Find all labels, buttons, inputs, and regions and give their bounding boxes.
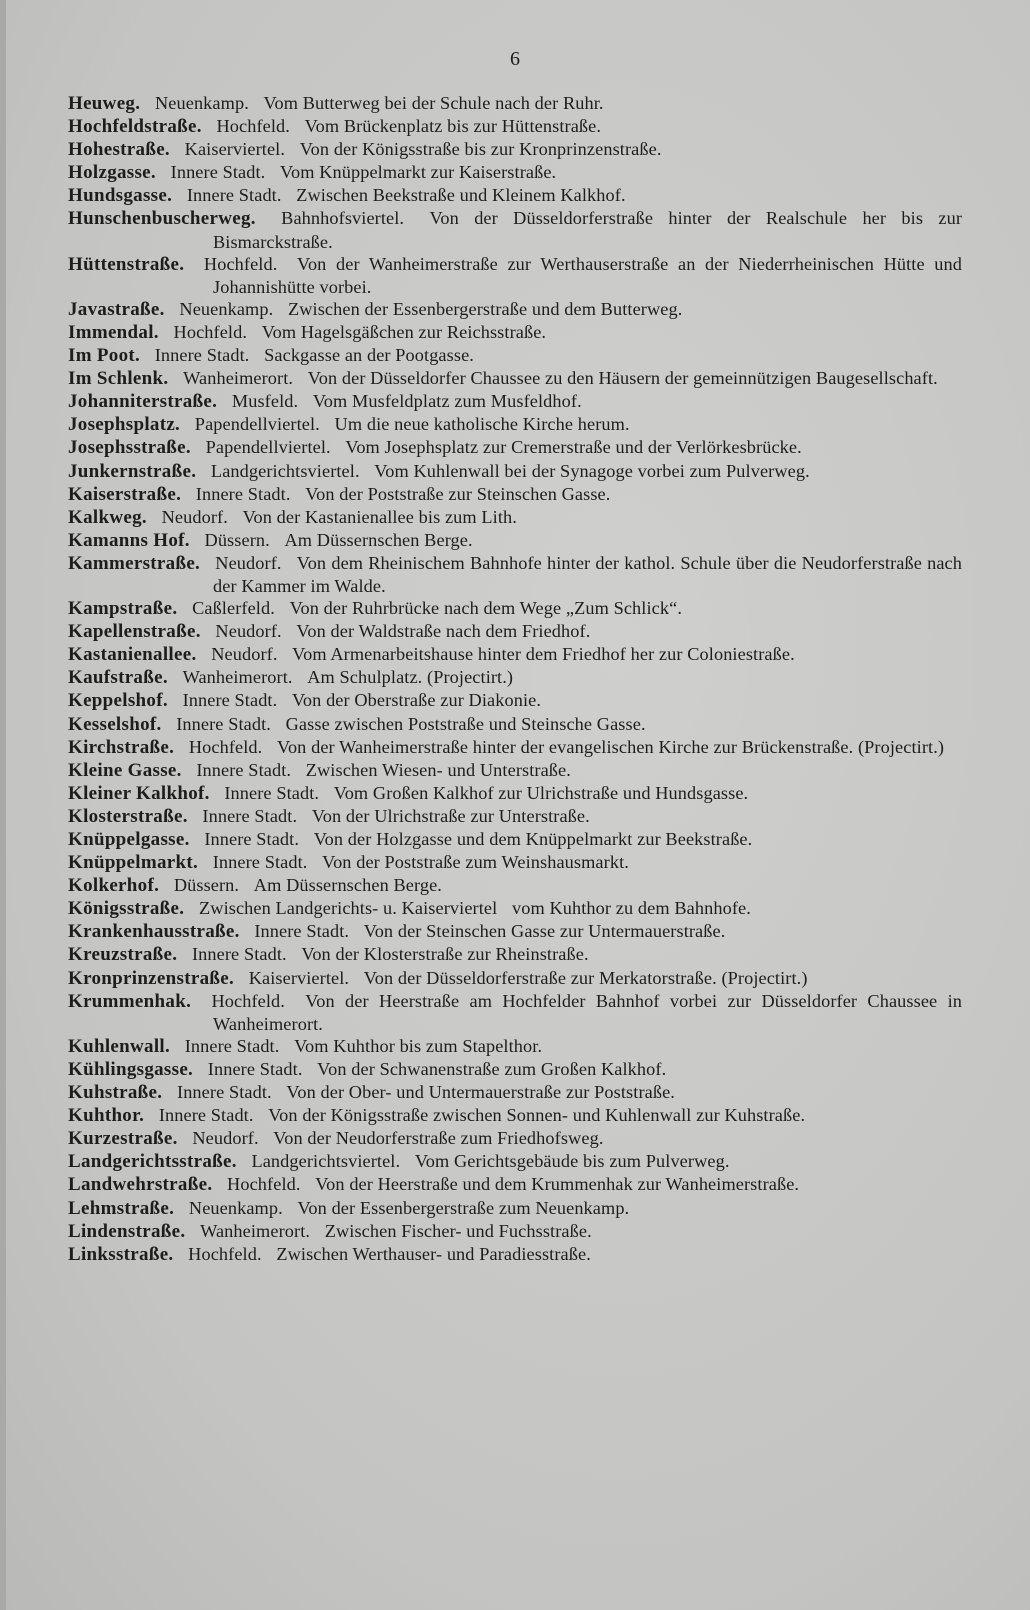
district: Hochfeld. bbox=[188, 736, 263, 757]
street-description: Vom Gerichtsgebäude bis zum Pulverweg. bbox=[414, 1151, 730, 1172]
street-name: Keppelshof. bbox=[68, 690, 168, 712]
street-entry bbox=[68, 874, 962, 897]
street-name: Im Poot. bbox=[68, 345, 141, 367]
street-entry bbox=[68, 1058, 962, 1081]
district: Innere Stadt. bbox=[154, 345, 250, 366]
street-entry bbox=[68, 253, 962, 298]
street-name: Kronprinzenstraße. bbox=[68, 967, 235, 989]
district: Bahnhofsviertel. bbox=[281, 208, 405, 229]
district: Innere Stadt. bbox=[186, 185, 282, 206]
street-description: Vom Kuhlenwall bei der Synagoge vorbei zum Pulverweg. bbox=[374, 460, 810, 481]
street-name: Josephsstraße. bbox=[68, 437, 191, 459]
street-description: Von der Ruhrbrücke nach dem Wege „Zum Schlick“. bbox=[289, 598, 682, 619]
street-entry bbox=[68, 460, 962, 483]
street-entry bbox=[68, 1127, 962, 1150]
street-entry bbox=[68, 92, 962, 115]
street-description: Von der Ober- und Untermauerstraße zur Poststraße. bbox=[286, 1082, 675, 1103]
street-entry bbox=[68, 920, 962, 943]
street-name: Kapellenstraße. bbox=[68, 621, 201, 643]
district: Hochfeld. bbox=[216, 116, 290, 137]
street-name: Linksstraße. bbox=[68, 1243, 174, 1265]
street-description: Von der Düsseldorferstraße hinter der Realschule her bis zur Bismarckstraße. bbox=[213, 208, 963, 252]
street-name: Krummenhak. bbox=[68, 990, 192, 1012]
street-name: Kurzestraße. bbox=[68, 1128, 178, 1150]
street-name: Hundsgasse. bbox=[68, 185, 173, 207]
street-entry bbox=[68, 207, 962, 252]
street-description: Von der Klosterstraße zur Rheinstraße. bbox=[301, 944, 589, 965]
street-entry bbox=[68, 897, 962, 920]
street-description: Vom Butterweg bei der Schule nach der Ruhr. bbox=[263, 93, 604, 113]
street-entry bbox=[68, 597, 962, 620]
street-description: Von der Königsstraße bis zur Kronprinzenstraße. bbox=[299, 139, 662, 160]
district: Innere Stadt. bbox=[196, 759, 292, 780]
district: Innere Stadt. bbox=[184, 1035, 280, 1056]
street-name: Javastraße. bbox=[68, 298, 165, 320]
district: Caßlerfeld. bbox=[192, 598, 275, 619]
street-name: Hunschenbuscherweg. bbox=[68, 208, 256, 230]
street-entry bbox=[68, 1197, 962, 1220]
street-description: Zwischen Wiesen- und Unterstraße. bbox=[305, 759, 571, 780]
district: Neudorf. bbox=[211, 644, 278, 665]
street-description: Vom Josephsplatz zur Cremerstraße und der Verlörkesbrücke. bbox=[345, 437, 802, 458]
street-description: Am Düssernschen Berge. bbox=[253, 875, 442, 896]
street-description: Um die neue katholische Kirche herum. bbox=[334, 414, 630, 435]
street-description: Von der Oberstraße zur Diakonie. bbox=[291, 690, 542, 711]
district: Neudorf. bbox=[192, 1128, 259, 1149]
street-description: Vom Großen Kalkhof zur Ulrichstraße und Hundsgasse. bbox=[333, 782, 749, 803]
street-name: Kleiner Kalkhof. bbox=[68, 782, 210, 804]
street-entry bbox=[68, 943, 962, 966]
street-description: Von der Ulrichstraße zur Unterstraße. bbox=[311, 805, 590, 826]
district: Wanheimerort. bbox=[200, 1220, 311, 1241]
street-description: Von der Heerstraße am Hochfelder Bahnhof vorbei zur Düsseldorfer Chaussee in Wanheimerort. bbox=[213, 990, 963, 1034]
street-description: Zwischen der Essenbergerstraße und dem Butterweg. bbox=[287, 298, 683, 319]
street-entry bbox=[68, 1243, 962, 1266]
district: Innere Stadt. bbox=[158, 1105, 254, 1126]
street-description: Am Düssernschen Berge. bbox=[284, 529, 473, 550]
district: Neudorf. bbox=[215, 552, 282, 573]
district: Innere Stadt. bbox=[207, 1058, 303, 1079]
street-name: Immendal. bbox=[68, 321, 159, 343]
street-description: Von der Schwanenstraße zum Großen Kalkhof. bbox=[317, 1058, 667, 1079]
street-name: Kühlingsgasse. bbox=[68, 1058, 194, 1080]
district: Neudorf. bbox=[161, 506, 228, 527]
street-description: Zwischen Werthauser- und Paradiesstraße. bbox=[276, 1243, 591, 1264]
street-entry bbox=[68, 115, 962, 138]
street-entry bbox=[68, 552, 962, 597]
district: Papendellviertel. bbox=[205, 437, 331, 458]
district: Hochfeld. bbox=[227, 1174, 301, 1195]
street-entry bbox=[68, 805, 962, 828]
district: Innere Stadt. bbox=[176, 713, 271, 734]
street-name: Kreuzstraße. bbox=[68, 944, 178, 966]
page-number: 6 bbox=[510, 48, 520, 70]
street-name: Kaiserstraße. bbox=[68, 483, 182, 505]
street-entry bbox=[68, 828, 962, 851]
street-description: Von der Kastanienallee bis zum Lith. bbox=[242, 506, 517, 527]
street-entry bbox=[68, 1035, 962, 1058]
street-name: Hochfeldstraße. bbox=[68, 116, 202, 138]
street-description: Von der Königsstraße zwischen Sonnen- und Kuhlenwall zur Kuhstraße. bbox=[268, 1105, 806, 1126]
street-entry bbox=[68, 344, 962, 367]
street-description: Gasse zwischen Poststraße und Steinsche Gasse. bbox=[285, 713, 646, 734]
street-name: Klosterstraße. bbox=[68, 805, 188, 827]
street-description: Vom Brückenplatz bis zur Hüttenstraße. bbox=[304, 116, 602, 137]
street-entry bbox=[68, 529, 962, 552]
street-entry bbox=[68, 298, 962, 321]
street-name: Landwehrstraße. bbox=[68, 1174, 213, 1196]
street-name: Kolkerhof. bbox=[68, 875, 160, 897]
street-description: Zwischen Fischer- und Fuchsstraße. bbox=[324, 1220, 592, 1241]
street-description: Von der Wanheimerstraße zur Werthauserstraße an der Niederrheinischen Hütte und Johannishütte vorbei. bbox=[213, 253, 962, 297]
page-edge bbox=[0, 0, 6, 1610]
street-name: Landgerichtsstraße. bbox=[68, 1151, 237, 1173]
street-entry bbox=[68, 1173, 962, 1196]
street-name: Junkernstraße. bbox=[68, 460, 197, 482]
street-name: Krankenhausstraße. bbox=[68, 921, 240, 943]
street-name: Kuhlenwall. bbox=[68, 1035, 171, 1057]
street-name: Lindenstraße. bbox=[68, 1220, 186, 1242]
street-name: Kampstraße. bbox=[68, 598, 178, 620]
street-name: Königsstraße. bbox=[68, 898, 185, 920]
street-entry bbox=[68, 138, 962, 161]
street-description: Von dem Rheinischem Bahnhofe hinter der kathol. Schule über die Neudorferstraße nach der Kammer im Walde. bbox=[213, 552, 963, 596]
street-entry bbox=[68, 759, 962, 782]
district: Innere Stadt. bbox=[202, 805, 298, 826]
street-description: Von der Holzgasse und dem Knüppelmarkt zur Beekstraße. bbox=[313, 829, 753, 849]
street-description: Von der Waldstraße nach dem Friedhof. bbox=[296, 621, 591, 642]
street-name: Josephsplatz. bbox=[68, 414, 181, 436]
street-description: Vom Knüppelmarkt zur Kaiserstraße. bbox=[280, 162, 557, 183]
street-entry bbox=[68, 782, 962, 805]
district: Neudorf. bbox=[215, 621, 282, 642]
street-description: Von der Neudorferstraße zum Friedhofsweg. bbox=[273, 1128, 604, 1149]
street-name: Holzgasse. bbox=[68, 162, 156, 184]
street-entry bbox=[68, 967, 962, 990]
street-name: Kleine Gasse. bbox=[68, 759, 182, 781]
district: Innere Stadt. bbox=[191, 944, 287, 965]
street-description: Vom Musfeldplatz zum Musfeldhof. bbox=[312, 391, 582, 412]
street-entry bbox=[68, 390, 962, 413]
street-description: Sackgasse an der Pootgasse. bbox=[264, 345, 474, 366]
street-entry bbox=[68, 436, 962, 459]
district: Kaiserviertel. bbox=[184, 139, 286, 160]
street-name: Kuhthor. bbox=[68, 1105, 145, 1127]
street-name: Lehmstraße. bbox=[68, 1197, 175, 1219]
street-entry bbox=[68, 851, 962, 874]
street-description: Am Schulplatz. (Projectirt.) bbox=[307, 667, 514, 688]
street-name: Kesselshof. bbox=[68, 713, 162, 735]
street-name: Kirchstraße. bbox=[68, 736, 175, 758]
district: Neuenkamp. bbox=[154, 93, 249, 113]
district: Neuenkamp. bbox=[188, 1197, 283, 1218]
street-name: Kalkweg. bbox=[68, 506, 147, 528]
street-description: Vom Armenarbeitshause hinter dem Friedhof her zur Coloniestraße. bbox=[292, 644, 795, 665]
street-entry bbox=[68, 1220, 962, 1243]
street-description: vom Kuhthor zu dem Bahnhofe. bbox=[512, 898, 751, 919]
street-description: Von der Steinschen Gasse zur Untermauerstraße. bbox=[363, 921, 726, 942]
street-entry bbox=[68, 1081, 962, 1104]
street-name: Kammerstraße. bbox=[68, 552, 201, 574]
street-description: Von der Essenbergerstraße zum Neuenkamp. bbox=[297, 1197, 630, 1218]
street-name: Knüppelmarkt. bbox=[68, 852, 199, 874]
street-name: Hüttenstraße. bbox=[68, 253, 185, 275]
district: Innere Stadt. bbox=[204, 829, 300, 849]
street-name: Kaufstraße. bbox=[68, 667, 168, 689]
street-name: Kastanienallee. bbox=[68, 644, 197, 666]
street-description: Von der Poststraße zur Steinschen Gasse. bbox=[305, 483, 611, 504]
street-entry bbox=[68, 990, 962, 1035]
district: Düssern. bbox=[173, 875, 240, 896]
street-entry bbox=[68, 367, 962, 390]
street-entry bbox=[68, 713, 962, 736]
street-description: Von der Düsseldorfer Chaussee zu den Häusern der gemeinnützigen Baugesellschaft. bbox=[307, 368, 938, 389]
district: Musfeld. bbox=[231, 391, 299, 412]
district: Wanheimerort. bbox=[182, 667, 293, 688]
street-name: Kuhstraße. bbox=[68, 1082, 163, 1104]
district: Papendellviertel. bbox=[194, 414, 320, 435]
district: Hochfeld. bbox=[203, 253, 278, 274]
street-entry bbox=[68, 736, 962, 759]
street-name: Im Schlenk. bbox=[68, 368, 169, 390]
district: Innere Stadt. bbox=[195, 483, 291, 504]
district: Innere Stadt. bbox=[170, 162, 266, 183]
district: Innere Stadt. bbox=[212, 852, 308, 873]
district: Landgerichtsviertel. bbox=[210, 460, 360, 481]
street-description: Zwischen Beekstraße und Kleinem Kalkhof. bbox=[296, 185, 626, 206]
street-entry bbox=[68, 689, 962, 712]
street-entry bbox=[68, 1104, 962, 1127]
district: Düssern. bbox=[204, 529, 270, 550]
street-name: Hohestraße. bbox=[68, 139, 170, 161]
street-entry bbox=[68, 321, 962, 344]
street-entry bbox=[68, 161, 962, 184]
street-description: Von der Heerstraße und dem Krummenhak zur Wanheimerstraße. bbox=[315, 1174, 800, 1195]
district: Innere Stadt. bbox=[182, 690, 278, 711]
district: Zwischen Landgerichts- u. Kaiserviertel bbox=[199, 898, 498, 919]
street-name: Kamanns Hof. bbox=[68, 529, 190, 551]
street-description: Vom Kuhthor bis zum Stapelthor. bbox=[294, 1035, 543, 1056]
street-directory bbox=[68, 92, 962, 1266]
district: Wanheimerort. bbox=[183, 368, 294, 389]
street-name: Heuweg. bbox=[68, 93, 141, 114]
district: Innere Stadt. bbox=[177, 1082, 272, 1103]
street-entry bbox=[68, 1150, 962, 1173]
street-entry bbox=[68, 483, 962, 506]
street-description: Vom Hagelsgäßchen zur Reichsstraße. bbox=[261, 321, 547, 342]
street-name: Knüppelgasse. bbox=[68, 829, 190, 850]
district: Landgerichtsviertel. bbox=[251, 1151, 401, 1172]
street-name: Johanniterstraße. bbox=[68, 391, 218, 413]
street-entry bbox=[68, 620, 962, 643]
district: Hochfeld. bbox=[211, 990, 285, 1011]
district: Neuenkamp. bbox=[179, 298, 274, 319]
street-entry bbox=[68, 666, 962, 689]
street-description: Von der Wanheimerstraße hinter der evangelischen Kirche zur Brückenstraße. (Projectirt.) bbox=[277, 736, 945, 757]
district: Innere Stadt. bbox=[224, 782, 320, 803]
street-entry bbox=[68, 506, 962, 529]
street-description: Von der Düsseldorferstraße zur Merkatorstraße. (Projectirt.) bbox=[363, 967, 808, 988]
district: Hochfeld. bbox=[173, 321, 248, 342]
street-entry bbox=[68, 184, 962, 207]
street-entry bbox=[68, 413, 962, 436]
district: Kaiserviertel. bbox=[248, 967, 350, 988]
district: Innere Stadt. bbox=[254, 921, 350, 942]
street-entry bbox=[68, 643, 962, 666]
district: Hochfeld. bbox=[188, 1243, 262, 1264]
street-description: Von der Poststraße zum Weinshausmarkt. bbox=[322, 852, 629, 873]
